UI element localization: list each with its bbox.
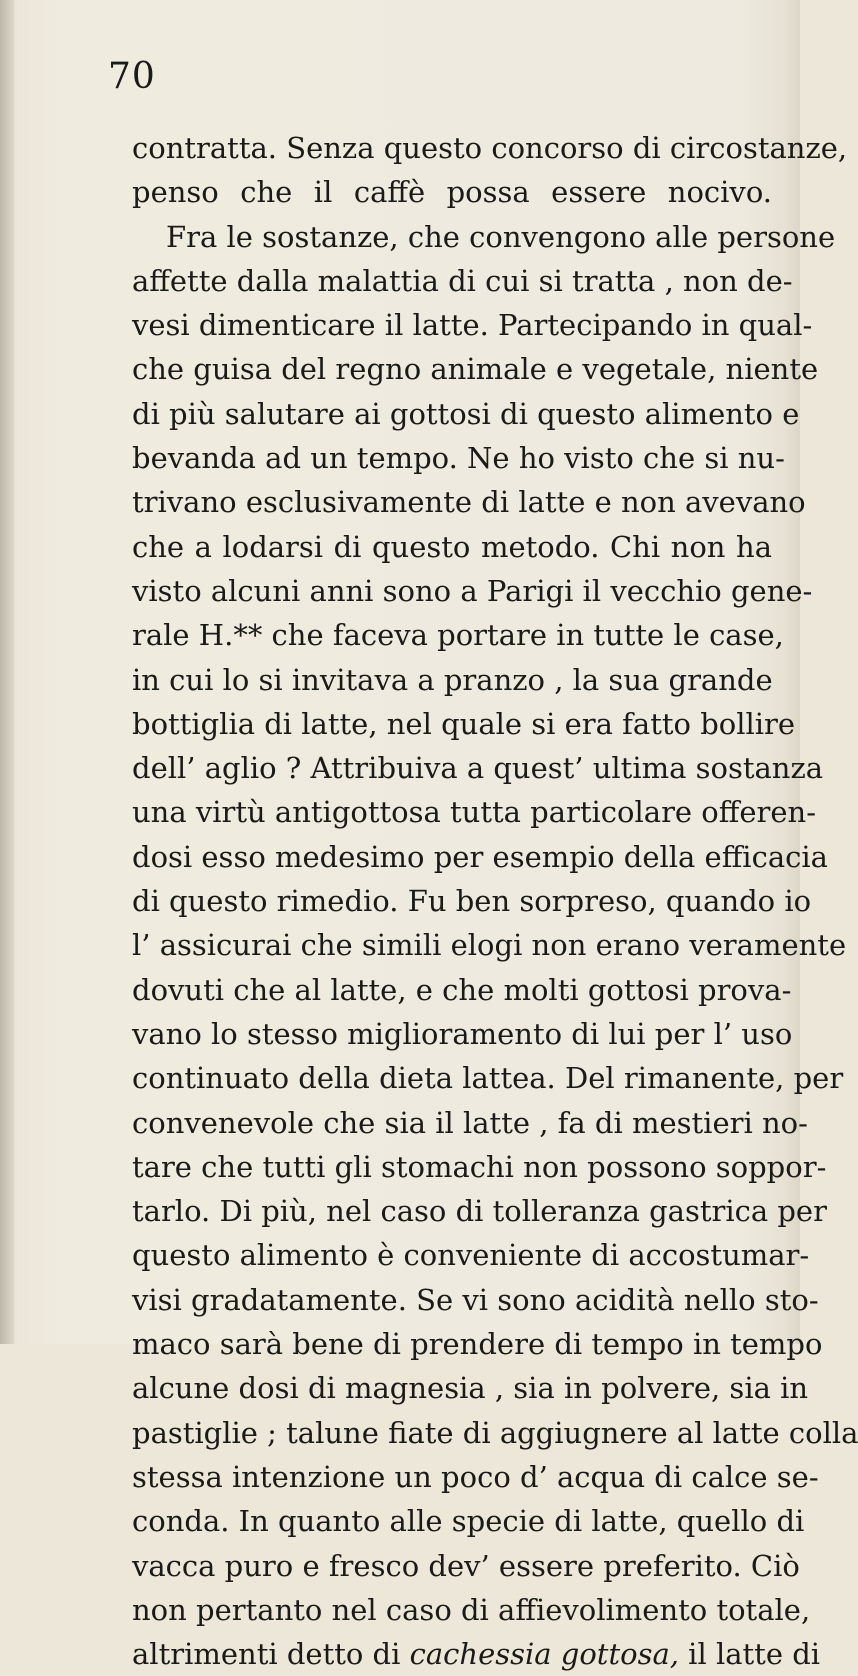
text-line: non pertanto nel caso di affievolimento totale,: [132, 1592, 811, 1627]
text-line: alcune dosi di magnesia , sia in polvere, sia in: [132, 1371, 809, 1406]
text-line: penso che il caffè possa essere nocivo.: [132, 175, 772, 210]
text-line: contratta. Senza questo concorso di circostanze,: [132, 131, 848, 165]
text-line: dovuti che al latte, e che molti gottosi prova-: [132, 972, 792, 1007]
text-line: convenevole che sia il latte , fa di mestieri no-: [132, 1105, 808, 1140]
text-line: di questo rimedio. Fu ben sorpreso, quando io: [132, 884, 812, 919]
text-line: rale H.** che faceva portare in tutte le case,: [132, 618, 784, 653]
text-line: bottiglia di latte, nel quale si era fatto bollire: [132, 706, 796, 741]
text-line: visi gradatamente. Se vi sono acidità nello sto-: [132, 1282, 819, 1317]
page-number: 70: [108, 56, 156, 97]
text-line: continuato della dieta lattea. Del rimanente, per: [132, 1061, 844, 1096]
text-line: questo alimento è conveniente di accostumar-: [132, 1238, 810, 1273]
final-line-italic-term: cachessia gottosa,: [409, 1637, 679, 1672]
text-line: bevanda ad un tempo. Ne ho visto che si nu-: [132, 441, 785, 476]
text-line: trivano esclusivamente di latte e non avevano: [132, 485, 806, 520]
text-line: vacca puro e fresco dev’ essere preferito. Ciò: [132, 1548, 800, 1583]
body-text: [132, 126, 858, 1676]
text-line: tarlo. Di più, nel caso di tolleranza gastrica per: [132, 1194, 827, 1229]
text-line: pastiglie ; talune fiate di aggiugnere al latte colla: [132, 1415, 858, 1450]
final-line-after: il latte di: [678, 1637, 821, 1672]
text-line: vano lo stesso miglioramento di lui per l’ uso: [132, 1016, 793, 1051]
text-line: Fra le sostanze, che convengono alle persone: [166, 219, 836, 254]
text-line-final: [132, 1632, 821, 1676]
text-line: in cui lo si invitava a pranzo , la sua grande: [132, 662, 773, 697]
final-line-before: altrimenti detto di: [132, 1637, 410, 1672]
text-line: dosi esso medesimo per esempio della efficacia: [132, 839, 828, 874]
text-line: affette dalla malattia di cui si tratta , non de-: [132, 263, 793, 298]
text-line: maco sarà bene di prendere di tempo in tempo: [132, 1327, 823, 1362]
text-line: dell’ aglio ? Attribuiva a quest’ ultima sostanza: [132, 751, 824, 786]
text-line: l’ assicurai che simili elogi non erano veramente: [132, 928, 847, 963]
text-line: tare che tutti gli stomachi non possono soppor-: [132, 1149, 827, 1184]
text-line: di più salutare ai gottosi di questo alimento e: [132, 396, 800, 431]
text-line: che a lodarsi di questo metodo. Chi non ha: [132, 529, 772, 564]
text-line: vesi dimenticare il latte. Partecipando in qual-: [132, 308, 813, 343]
text-line: visto alcuni anni sono a Parigi il vecchio gene-: [132, 573, 813, 608]
text-line: una virtù antigottosa tutta particolare offeren-: [132, 795, 817, 830]
text-line: che guisa del regno animale e vegetale, niente: [132, 352, 819, 387]
page-binding-edge: [0, 0, 14, 1344]
text-line: conda. In quanto alle specie di latte, quello di: [132, 1504, 805, 1539]
text-line: stessa intenzione un poco d’ acqua di calce se-: [132, 1459, 819, 1494]
